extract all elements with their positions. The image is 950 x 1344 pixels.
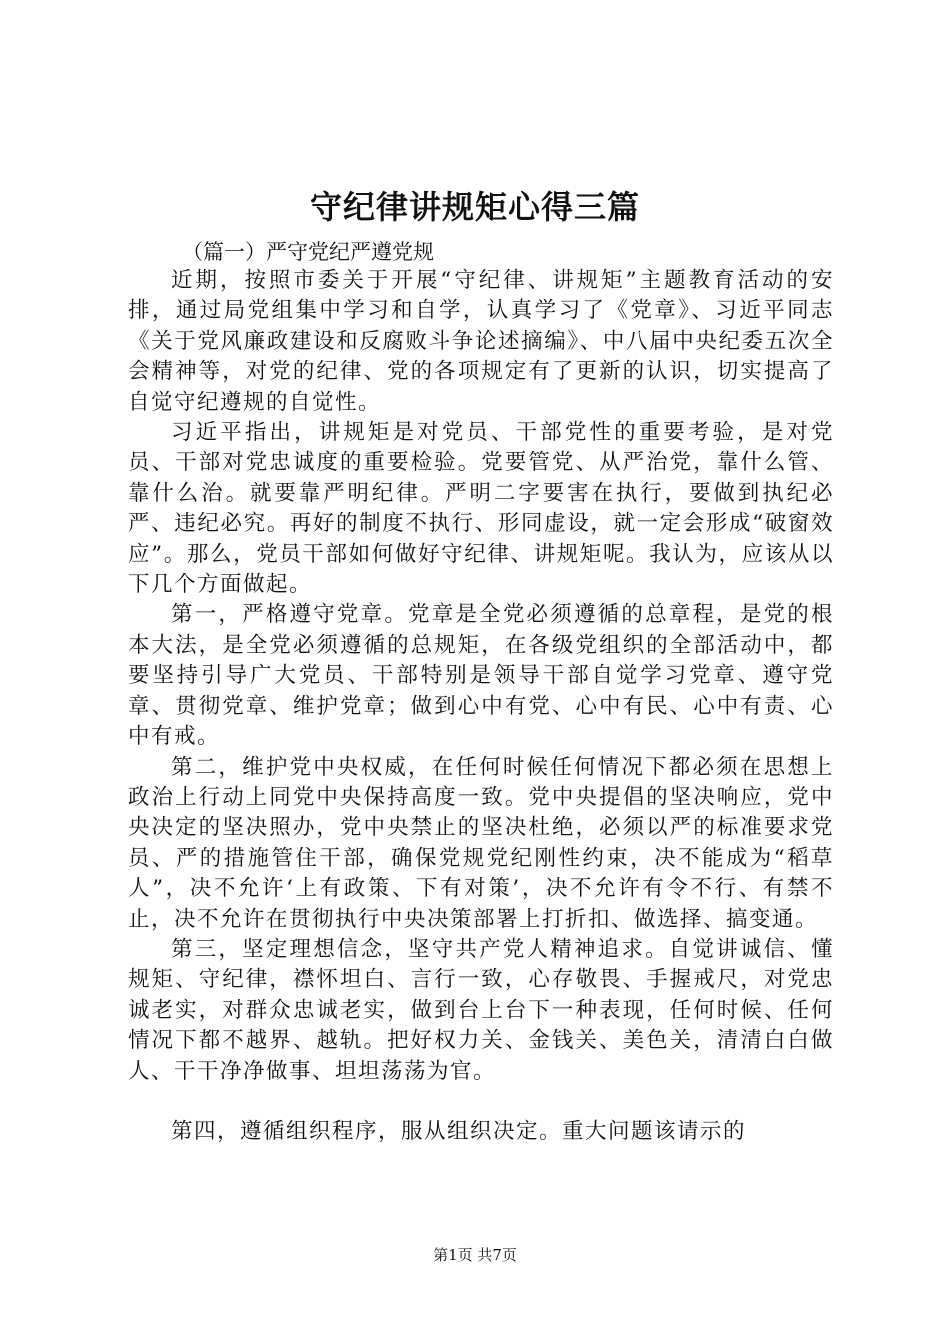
paragraph: 第四，遵循组织程序，服从组织决定。重大问题该请示的 xyxy=(171,1118,747,1144)
paragraph: 近期，按照市委关于开展“守纪律、讲规矩”主题教育活动的安排，通过局党组集中学习和自学，认真学习了《党章》、习近平同志《关于党风廉政建设和反腐败斗争论述摘编》、中八届中央纪委五次全会精神等，对党的纪律、党的各项规定有了更新的认识，切实提高了自觉守纪遵规的自觉性。 xyxy=(128,268,834,415)
page-number: 第1页 共7页 xyxy=(433,1246,517,1264)
paragraph: 习近平指出，讲规矩是对党员、干部党性的重要考验，是对党员、干部对党忠诚度的重要检验。党要管党、从严治党，靠什么管、靠什么治。就要靠严明纪律。严明二字要害在执行，要做到执纪必严、违纪必究。再好的制度不执行、形同虚设，就一定会形成“破窗效应”。那么，党员干部如何做好守纪律、讲规矩呢。我认为，应该从以下几个方面做起。 xyxy=(128,420,834,598)
document-body xyxy=(128,266,834,1147)
paragraph: 第三，坚定理想信念，坚守共产党人精神追求。自觉讲诚信、懂规矩、守纪律，襟怀坦白、言行一致，心存敬畏、手握戒尺，对党忠诚老实，对群众忠诚老实，做到台上台下一种表现，任何时候、任何情况下都不越界、越轨。把好权力关、金钱关、美色关，清清白白做人、干干净净做事、坦坦荡荡为官。 xyxy=(128,936,834,1084)
section-heading: （篇一）严守党纪严遵党规 xyxy=(182,240,434,264)
paragraph: 第二，维护党中央权威，在任何时候任何情况下都必须在思想上政治上行动上同党中央保持高度一致。党中央提倡的坚决响应，党中央决定的坚决照办，党中央禁止的坚决杜绝，必须以严的标准要求党员、严的措施管住干部，确保党规党纪刚性约束，决不能成为“稻草人”，决不允许‘上有政策、下有对策’，决不允许有令不行、有禁不止，决不允许在贯彻执行中央决策部署上打折扣、做选择、搞变通。 xyxy=(128,754,834,932)
paragraph: 第一，严格遵守党章。党章是全党必须遵循的总章程，是党的根本大法，是全党必须遵循的总规矩，在各级党组织的全部活动中，都要坚持引导广大党员、干部特别是领导干部自觉学习党章、遵守党章、贯彻党章、维护党章；做到心中有党、心中有民、心中有责、心中有戒。 xyxy=(128,602,834,750)
document-title: 守纪律讲规矩心得三篇 xyxy=(309,188,640,226)
